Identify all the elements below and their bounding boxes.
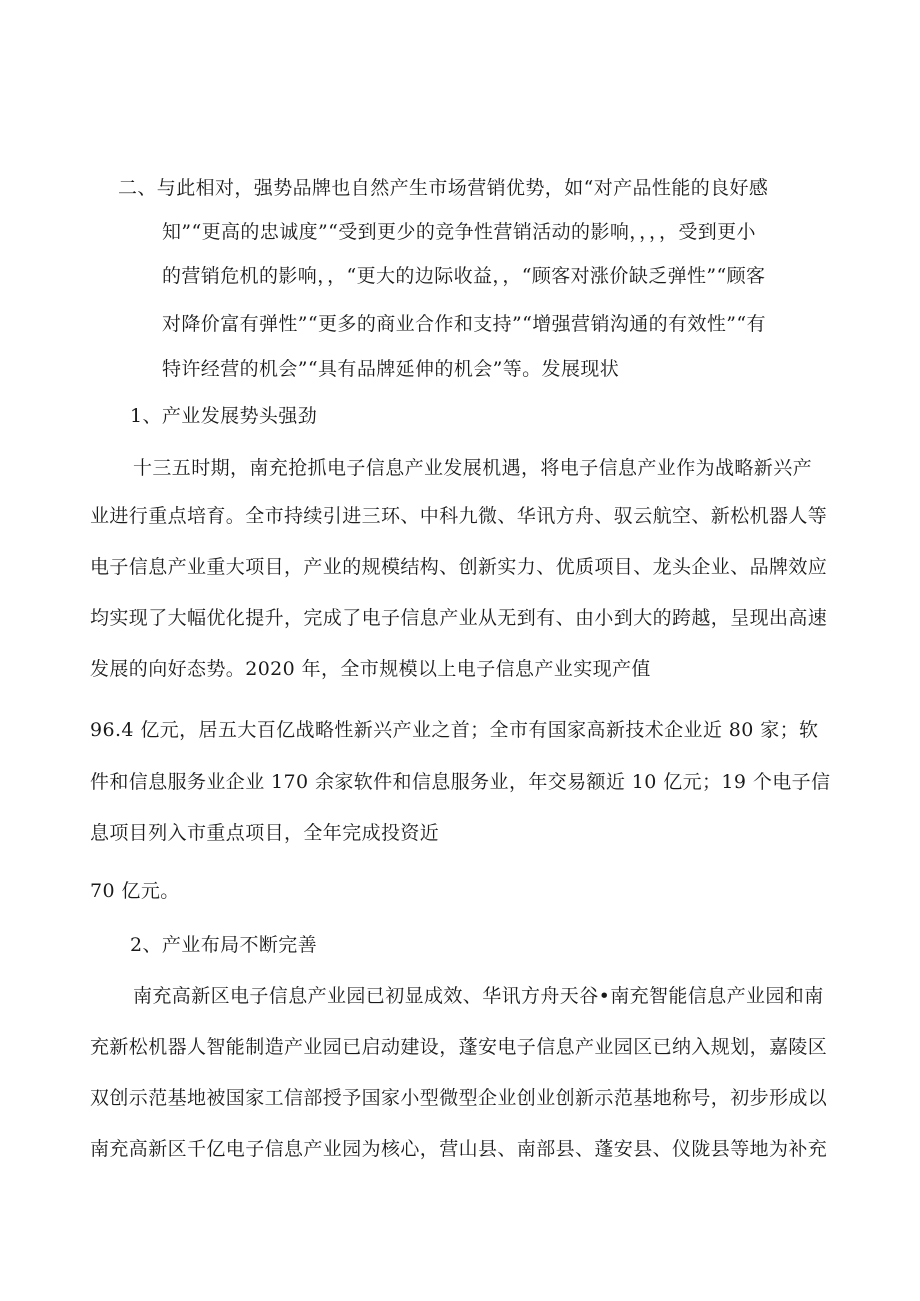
para1-line-9: 70 亿元。 [90, 880, 180, 902]
para1-line-4: 均实现了大幅优化提升，完成了电子信息产业从无到有、由小到大的跨越，呈现出高速 [90, 607, 828, 629]
section2-line-4: 对降价富有弹性”“更多的商业合作和支持”“增强营销沟通的有效性”“有 [162, 313, 766, 335]
para2-line-2: 充新松机器人智能制造产业园已启动建设，蓬安电子信息产业园区已纳入规划，嘉陵区 [90, 1036, 828, 1058]
section2-line-3: 的营销危机的影响，，“更大的边际收益，，“顾客对涨价缺乏弹性”“顾客 [162, 265, 766, 287]
section2-line-2: 知”“更高的忠诚度”“受到更少的竞争性营销活动的影响，，，，受到更小 [162, 221, 756, 243]
section2-line-1: 二、与此相对，强势品牌也自然产生市场营销优势，如“对产品性能的良好感 [118, 177, 769, 199]
heading-2: 2、产业布局不断完善 [130, 934, 318, 956]
para2-line-3: 双创示范基地被国家工信部授予国家小型微型企业创业创新示范基地称号，初步形成以 [90, 1087, 828, 1109]
para2-line-1: 南充高新区电子信息产业园已初显成效、华讯方舟天谷•南充智能信息产业园和南 [133, 985, 824, 1007]
para1-line-3: 电子信息产业重大项目，产业的规模结构、创新实力、优质项目、龙头企业、品牌效应 [90, 556, 828, 578]
para2-line-4: 南充高新区千亿电子信息产业园为核心，营山县、南部县、蓬安县、仪陇县等地为补充 [90, 1138, 828, 1160]
para1-line-2: 业进行重点培育。全市持续引进三环、中科九微、华讯方舟、驭云航空、新松机器人等 [90, 505, 828, 527]
heading-1: 1、产业发展势头强劲 [130, 405, 318, 427]
para1-line-1: 十三五时期，南充抢抓电子信息产业发展机遇，将电子信息产业作为战略新兴产 [133, 457, 813, 479]
para1-line-8: 息项目列入市重点项目，全年完成投资近 [90, 822, 440, 844]
section2-line-5: 特许经营的机会”“具有品牌延伸的机会”等。发展现状 [162, 358, 620, 380]
para1-line-7: 件和信息服务业企业 170 余家软件和信息服务业，年交易额近 10 亿元；19 个电子信 [90, 771, 831, 793]
para1-line-6: 96.4 亿元，居五大百亿战略性新兴产业之首；全市有国家高新技术企业近 80 家；软 [90, 719, 819, 741]
para1-line-5: 发展的向好态势。2020 年，全市规模以上电子信息产业实现产值 [90, 658, 651, 680]
